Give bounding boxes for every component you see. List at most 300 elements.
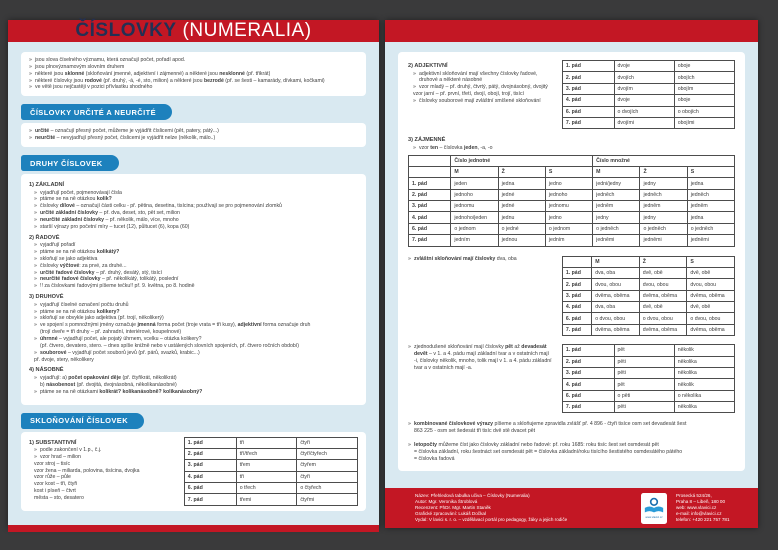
bullet-marker: »	[408, 442, 411, 449]
group-druhove	[29, 294, 358, 363]
case-cell: 2. pád	[562, 356, 614, 367]
line-text: ptáme se na ně otázkami kolikrát? kolikanásobně? kolikanásobný?	[40, 388, 203, 395]
text-line	[34, 461, 174, 468]
line-text: ve větě jsou nejčastěji v pozici přívlastku shodného	[35, 84, 153, 91]
dva-oba-table-wrap	[562, 256, 735, 337]
line-text: ptáme se na ně otázkou kolik?	[40, 196, 112, 203]
urcite-list	[29, 128, 358, 142]
form-cell: několika	[674, 367, 734, 378]
singular-header-cell: Číslo jednotné	[451, 155, 593, 166]
bullet-marker: »	[34, 203, 37, 210]
text-line	[408, 442, 735, 449]
bullet-marker: »	[413, 70, 416, 77]
table-row	[409, 178, 735, 189]
form-cell: jednoho/jeden	[451, 212, 498, 223]
line-text: zjednodušené skloňování mají číslovky pět až devadesát devět – v 1. a 4. pádu mají základní tvar a v ostatních mají -i, číslovky několik, mnoho, tolik mají v 1. a 4. pádu základní tvar a v ostatních mají -a.	[414, 344, 552, 371]
line-text: ve spojení s pomnožnými jmény označuje jmenná forma počet (troje vrata = tři kusy), adjektivní forma označuje druh	[40, 322, 311, 329]
text-line	[34, 322, 358, 329]
bullet-marker: »	[34, 262, 37, 269]
case-cell: 6. pád	[409, 223, 451, 234]
text-line	[676, 517, 742, 523]
line-text: web: www.vlavici.cz	[676, 504, 717, 510]
form-cell: Ž	[640, 166, 687, 177]
form-cell: o jednom	[545, 223, 592, 234]
adjektivni-row	[408, 60, 735, 129]
line-text: Praha 8 – Libeň, 180 00	[676, 498, 726, 504]
sklonovani-box	[21, 432, 366, 511]
text-line	[29, 71, 358, 78]
zajmenne-list	[408, 145, 735, 152]
poster-subtitle: (NUMERALIA)	[182, 20, 312, 41]
text-line	[34, 203, 358, 210]
form-cell: dva, oba	[592, 302, 640, 313]
bullet-marker: »	[34, 388, 37, 395]
line-text: b) násobenost (př. dvojitá, dvojnásobná, několikanásobné)	[40, 381, 177, 388]
case-cell: 7. pád	[409, 235, 451, 246]
line-text: (př. čtvero, devatero, stero. – dnes spíše knižně nebo v ustálených slovních spojeních, př. čtvero ročních období)	[40, 342, 299, 349]
form-cell: jednou	[498, 235, 545, 246]
case-cell: 3. pád	[562, 367, 614, 378]
case-cell: 4. pád	[409, 212, 451, 223]
form-cell: jedněch	[687, 189, 734, 200]
line-text: jsou slova číselného významu, která označují počet, pořadí apod.	[35, 57, 186, 63]
case-cell: 1. pád	[184, 437, 236, 448]
group-list	[29, 190, 358, 231]
form-cell: jedněm	[593, 201, 640, 212]
table-row	[562, 106, 734, 117]
group-title: 3) DRUHOVÉ	[29, 294, 64, 301]
table-row	[409, 201, 735, 212]
text-line	[34, 302, 358, 309]
group-title: 4) NÁSOBNÉ	[29, 367, 64, 374]
case-cell: 3. pád	[184, 460, 236, 471]
pet-lead	[408, 344, 552, 371]
text-line	[408, 456, 735, 463]
bullet-marker: »	[408, 421, 411, 428]
table-row	[562, 95, 734, 106]
pet-nekolik-table-wrap	[562, 344, 735, 413]
form-cell: několik	[674, 379, 734, 390]
text-line	[34, 242, 358, 249]
bullet-marker: »	[29, 77, 32, 84]
form-cell: Ž	[639, 256, 687, 267]
line-text: Vydal: V lavici s. r. o. – vzdělávací portál pro pedagogy, žáky a jejich rodiče	[415, 517, 568, 523]
form-cell: obojími	[674, 117, 734, 128]
form-cell: dvěma, oběma	[592, 290, 640, 301]
table-row	[184, 494, 357, 505]
line-text: kost i píseň – čtvrt	[34, 488, 76, 495]
form-cell: tří/třech	[236, 448, 297, 459]
text-line	[34, 447, 174, 454]
form-cell: o dvojích	[614, 106, 674, 117]
line-text: vzor růže – půle	[34, 474, 71, 481]
form-cell: třemi	[236, 494, 297, 505]
line-text: vzor kost – tři, čtyři	[34, 481, 78, 488]
form-cell: jedněm	[640, 201, 687, 212]
adjektivni-column	[408, 60, 552, 105]
text-line	[34, 495, 174, 502]
table-row	[184, 483, 357, 494]
line-text: vzor hrad – milion	[40, 453, 81, 460]
bullet-marker: »	[413, 84, 416, 91]
substantivni-column	[29, 437, 174, 502]
case-cell	[409, 166, 451, 177]
text-line	[413, 84, 552, 91]
form-cell: pět	[614, 345, 674, 356]
tri-ctyri-table	[184, 437, 358, 506]
line-text: ptáme se na ně otázkou kolikátý?	[40, 249, 120, 256]
form-cell: čtyřem	[297, 460, 358, 471]
form-cell: jedněmi	[593, 235, 640, 246]
form-cell: čtyř/čtyřech	[297, 448, 358, 459]
line-text: Grafické zpracování: Lukáš Dočkal	[415, 511, 486, 517]
form-cell: oboje	[674, 61, 734, 72]
table-row	[184, 460, 357, 471]
case-cell: 1. pád	[409, 178, 451, 189]
table-row	[562, 267, 734, 278]
bullet-marker: »	[29, 70, 32, 77]
form-cell: o jedné	[498, 223, 545, 234]
form-cell: dvěma, oběma	[687, 324, 735, 335]
form-cell: obojím	[674, 83, 734, 94]
form-cell: dva, oba	[592, 267, 640, 278]
form-cell: o dvou, obou	[592, 313, 640, 324]
dva-oba-row	[408, 256, 735, 337]
form-cell: o jedněch	[640, 223, 687, 234]
line-text: skloňují se obvykle jako adjektiva (př. trojí, několikerý)	[40, 315, 164, 322]
text-line	[29, 78, 358, 85]
text-line	[408, 344, 552, 371]
text-line	[34, 210, 358, 217]
tri-ctyri-table-wrap	[184, 437, 358, 506]
form-cell: čtyři	[297, 437, 358, 448]
form-cell: jednu	[498, 212, 545, 223]
text-line	[34, 315, 358, 322]
table-row	[184, 448, 357, 459]
line-text: zvláštní skloňování mají číslovky dva, oba	[414, 255, 517, 262]
form-cell: jedna	[687, 212, 734, 223]
form-cell: jedna	[687, 178, 734, 189]
form-cell: pěti	[614, 402, 674, 413]
table-row	[409, 212, 735, 223]
case-cell: 6. pád	[562, 313, 591, 324]
blank-cell	[409, 155, 451, 166]
text-line	[34, 283, 358, 290]
form-cell: dvěma, oběma	[639, 324, 687, 335]
letopocty-note	[408, 442, 735, 463]
table-row	[409, 235, 735, 246]
text-line	[34, 190, 358, 197]
form-cell: tři	[236, 471, 297, 482]
zajmenne-title: 3) ZÁJMENNÉ	[408, 137, 446, 144]
line-text: ptáme se na ně otázkou kolikery?	[40, 308, 120, 315]
line-text: telefon: +420 221 757 781	[676, 517, 730, 523]
line-text: neurčité základní číslovky – př. několik, málo, více, mnoho	[40, 216, 179, 223]
pet-row	[408, 344, 735, 413]
dva-oba-lead-list	[408, 256, 552, 263]
line-text: (trojí dveře = tři druhy – př. zahradní, interiérové, koupelnové)	[40, 329, 182, 336]
publisher-footer	[385, 488, 758, 528]
line-text: př. dvoje, stery, několikery	[34, 356, 94, 363]
form-cell: pěti	[614, 356, 674, 367]
urcite-box	[21, 123, 366, 147]
line-text: vzor mladý – př. druhý, čtvrtý, pátý, dvojnásobný, dvojitý	[419, 84, 548, 91]
form-cell: jedněmi	[687, 235, 734, 246]
text-line	[34, 454, 174, 461]
line-text: vyjadřují číselné označení počtu druhů	[40, 301, 129, 308]
case-cell: 6. pád	[562, 390, 614, 401]
bullet-marker: »	[34, 276, 37, 283]
dvoje-oboje-table-wrap	[562, 60, 735, 129]
line-text: Prosecká 524/26,	[676, 492, 712, 498]
line-text: vzor ten – číslovka jeden, -a, -o	[419, 144, 493, 151]
table-row	[184, 471, 357, 482]
form-cell: dvě, obě	[639, 267, 687, 278]
form-cell: dvou, obou	[592, 279, 640, 290]
case-cell: 4. pád	[184, 471, 236, 482]
text-line	[34, 224, 358, 231]
form-cell: dvojích	[614, 72, 674, 83]
form-cell: jedněch	[640, 189, 687, 200]
case-cell: 2. pád	[562, 72, 614, 83]
bullet-marker: »	[34, 216, 37, 223]
plural-header-cell: Číslo množné	[593, 155, 735, 166]
line-text: souborové – vyjadřují počet souborů jevů (př. párů, svazků, krabic...)	[40, 349, 200, 356]
form-cell: Ž	[498, 166, 545, 177]
line-text: některé jsou sklonné (skloňování jmenné, adjektivní i zájmenné) a některé jsou nesklonné (př. třikrát)	[35, 70, 271, 77]
form-cell: M	[593, 166, 640, 177]
line-text: určité řadové číslovky – př. druhý, desátý, stý, tisící	[40, 269, 162, 276]
text-line	[34, 329, 358, 336]
line-text: skloňují se jako adjektiva	[40, 255, 98, 262]
form-cell: jedna	[498, 178, 545, 189]
form-cell: o čtyřech	[297, 483, 358, 494]
case-cell: 6. pád	[562, 106, 614, 117]
open-book-logo-icon	[643, 496, 665, 516]
vlavici-logo	[641, 493, 667, 524]
form-cell: jedněmi	[640, 235, 687, 246]
bullet-marker: »	[34, 315, 37, 322]
form-cell: jedné	[498, 201, 545, 212]
top-red-band	[385, 20, 758, 42]
text-line	[34, 263, 358, 270]
line-text: určité – označují přesný počet, můžeme je vyjádřit číslicemi (pět, patery, pátý...)	[35, 128, 219, 135]
group-list	[29, 375, 358, 396]
bullet-marker: »	[34, 210, 37, 217]
bullet-marker: »	[34, 223, 37, 230]
text-line	[34, 481, 174, 488]
table-row	[562, 61, 734, 72]
line-text: letopočty můžeme číst jako číslovky základní nebo řadové: př. roku 1685: roku tisíc šest set osmdesát pět	[414, 442, 659, 449]
form-cell: S	[687, 166, 734, 177]
form-cell: jeden	[451, 178, 498, 189]
form-cell: o obojích	[674, 106, 734, 117]
case-cell	[562, 256, 591, 267]
text-line	[29, 135, 358, 142]
form-cell: dvěma, oběma	[592, 324, 640, 335]
page-left	[8, 20, 379, 528]
form-cell: několika	[674, 356, 734, 367]
text-line	[34, 389, 358, 396]
title-band	[8, 20, 379, 42]
form-cell: jedny	[593, 212, 640, 223]
table-row	[562, 390, 734, 401]
credits-block	[415, 493, 632, 523]
case-cell: 1. pád	[562, 345, 614, 356]
form-cell: obojích	[674, 72, 734, 83]
dva-oba-table	[562, 256, 735, 337]
form-cell: jedno	[545, 212, 592, 223]
case-cell: 7. pád	[562, 324, 591, 335]
line-text: číslovky dílové – označují části celku - př. pětina, desetina, tisícina; používají se pro pojmenování zlomků	[40, 203, 282, 210]
table-row	[562, 367, 734, 378]
form-cell: třem	[236, 460, 297, 471]
text-line	[29, 128, 358, 135]
bullet-marker: »	[34, 249, 37, 256]
kombinovane-note	[408, 421, 735, 435]
line-text: jsou plnovýznamovým slovním druhem	[35, 63, 125, 70]
form-cell: dvoje	[614, 61, 674, 72]
table-row	[562, 345, 734, 356]
jeden-table	[408, 155, 735, 247]
bullet-marker: »	[34, 189, 37, 196]
text-line	[408, 428, 735, 435]
form-cell: dvě, obě	[639, 302, 687, 313]
bullet-marker: »	[34, 255, 37, 262]
intro-list	[29, 57, 358, 91]
line-text: vyjadřují: a) počet opakování děje (př. čtyřikrát, několikrát)	[40, 374, 177, 381]
text-line	[34, 256, 358, 263]
line-text: Název: Přehledová tabulka učiva – Číslovky (Numeralia)	[415, 492, 530, 498]
bullet-marker: »	[29, 63, 32, 70]
form-cell: pět	[614, 379, 674, 390]
table-row	[562, 324, 734, 335]
form-cell: čtyřmi	[297, 494, 358, 505]
text-line	[29, 57, 358, 64]
line-text: vzor jarní – př. první, třetí, dvojí, obojí, trojí, tisící	[413, 91, 524, 98]
form-cell: několik	[674, 345, 734, 356]
bullet-marker: »	[29, 135, 32, 142]
form-cell: jednoho	[451, 189, 498, 200]
form-cell: dvěma, oběma	[639, 290, 687, 301]
text-line	[34, 270, 358, 277]
form-cell: jednomu	[451, 201, 498, 212]
group-title: 2) ŘADOVÉ	[29, 234, 60, 241]
line-text: města – sto, desatero	[34, 495, 84, 502]
line-text: neurčité řadové číslovky – př. několikátý, tolikátý, poslední	[40, 276, 179, 283]
table-row	[562, 117, 734, 128]
bullet-marker: »	[34, 301, 37, 308]
bottom-red-strip	[8, 525, 379, 532]
form-cell: jedněch	[593, 189, 640, 200]
page-right-content	[385, 42, 758, 488]
form-cell: jedním	[451, 235, 498, 246]
dvoje-oboje-table	[562, 60, 735, 129]
line-text: kombinované číslovkové výrazy píšeme a skloňujeme zpravidla zvlášť př. 4 896 - čtyři tisíce osm set devadesát šest	[414, 421, 687, 428]
line-text: vzor žena – miliarda, polovina, tisícina, dvojka	[34, 467, 140, 474]
form-cell: oboje	[674, 95, 734, 106]
form-cell: jedno	[545, 178, 592, 189]
text-line	[34, 249, 358, 256]
text-line	[34, 350, 358, 357]
bullet-marker: »	[34, 374, 37, 381]
intro-box	[21, 52, 366, 96]
form-cell: S	[687, 256, 735, 267]
form-cell: dvě, obě	[687, 267, 735, 278]
text-line	[34, 276, 358, 283]
bullet-marker: »	[34, 269, 37, 276]
line-text: adjektivní skloňování mají všechny číslovky řadové, druhové a některé násobné	[419, 70, 538, 84]
form-cell: dvou, obou	[639, 279, 687, 290]
line-text: některé číslovky jsou rodové (př. druhý, -á, -é, sto, milion) a některé jsou bezrodé (př. se šesti – kamarády, dívkami, kočkami)	[35, 77, 325, 84]
substantivni-list	[29, 447, 174, 502]
case-cell: 2. pád	[409, 189, 451, 200]
case-cell: 7. pád	[184, 494, 236, 505]
line-text: 863 225 - osm set šedesát tři tisíc dvě stě dvacet pět	[414, 428, 536, 435]
text-line	[413, 91, 552, 98]
text-line	[413, 71, 552, 85]
bullet-marker: »	[34, 335, 37, 342]
form-cell: jedny	[640, 178, 687, 189]
table-row	[562, 313, 734, 324]
table-row	[562, 83, 734, 94]
form-cell: o pěti	[614, 390, 674, 401]
table-row	[562, 256, 734, 267]
pet-lead-list	[408, 344, 552, 371]
table-row	[562, 356, 734, 367]
form-cell: jedny	[640, 212, 687, 223]
case-cell: 1. pád	[562, 267, 591, 278]
dva-oba-lead	[408, 256, 552, 263]
form-cell: dvojím	[614, 83, 674, 94]
poster-title: ČÍSLOVKY	[75, 20, 177, 41]
text-line	[408, 421, 735, 428]
form-cell: pěti	[614, 367, 674, 378]
bullet-marker: »	[413, 144, 416, 151]
form-cell: tři	[236, 437, 297, 448]
line-text: Recenzent: PhDr. Mgr. Martin Staněk	[415, 504, 491, 510]
case-cell: 4. pád	[562, 379, 614, 390]
table-row	[562, 290, 734, 301]
bullet-marker: »	[29, 128, 32, 135]
table-row	[562, 302, 734, 313]
form-cell: několika	[674, 402, 734, 413]
bullet-marker: »	[413, 97, 416, 104]
text-line	[408, 449, 735, 456]
address-block	[676, 493, 742, 523]
table-row	[562, 72, 734, 83]
form-cell: jedněm	[687, 201, 734, 212]
group-title: 1) SUBSTANTIVNÍ	[29, 439, 77, 446]
line-text: !! za číslovkami řadovými píšeme tečku!! př. 9. května, po 8. hodině	[40, 283, 195, 290]
line-text: číslovky souborové mají zvláštní smíšené skloňování	[419, 97, 541, 104]
table-row	[184, 437, 357, 448]
table-row	[562, 402, 734, 413]
text-line	[413, 98, 552, 105]
group-zakladni	[29, 182, 358, 231]
group-radove	[29, 235, 358, 291]
text-line	[34, 309, 358, 316]
form-cell: o jednom	[451, 223, 498, 234]
bullet-marker: »	[29, 84, 32, 91]
case-cell: 2. pád	[184, 448, 236, 459]
form-cell: dvěma, oběma	[687, 290, 735, 301]
group-list	[29, 242, 358, 290]
text-line	[34, 217, 358, 224]
form-cell: o jedněch	[687, 223, 734, 234]
bullet-marker: »	[34, 242, 37, 249]
text-line	[29, 84, 358, 91]
